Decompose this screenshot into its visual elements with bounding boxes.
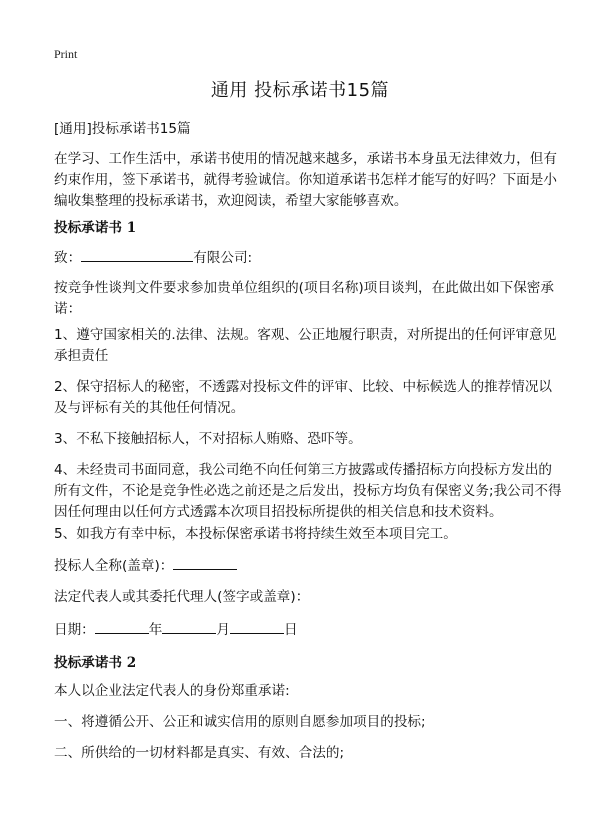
section2-item-2: 二、所供给的一切材料都是真实、有效、合法的; [54, 745, 345, 761]
print-label: Print [54, 47, 78, 61]
document-title: 通用 投标承诺书15篇 [210, 80, 390, 101]
section2-item-1: 一、将遵循公开、公正和诚实信用的原则自愿参加项目的投标; [54, 714, 426, 730]
to-suffix: 有限公司: [193, 250, 253, 266]
section1-item-3: 3、不私下接触招标人，不对招标人贿赂、恐吓等。 [54, 431, 362, 447]
bidder-label: 投标人全称(盖章)： [54, 558, 174, 574]
to-line [54, 247, 562, 269]
section1-item-4: 4、未经贵司书面同意，我公司绝不向任何第三方披露或传播招标方向投标方发出的所有文件，不论是竞争性必选之前还是之后发出，投标方均负有保密义务;我公司不得因任何理由以任何方式透露本次项目招投标所提供的相关信息和技术资料。 [54, 462, 562, 520]
company-blank [81, 247, 193, 262]
section1-paragraph: 按竞争性谈判文件要求参加贵单位组织的(项目名称)项目谈判，在此做出如下保密承诺： [54, 280, 554, 317]
representative-label: 法定代表人或其委托代理人(签字或盖章)： [54, 589, 310, 605]
to-prefix: 致： [54, 250, 82, 266]
section1-item-1: 1、遵守国家相关的.法律、法规。客观、公正地履行职责，对所提出的任何评审意见承担责任 [54, 327, 557, 364]
year-label: 年 [148, 622, 163, 638]
month-blank [162, 619, 216, 634]
year-blank [95, 619, 149, 634]
section1-item-2: 2、保守招标人的秘密，不透露对投标文件的评审、比较、中标候选人的推荐情况以及与评标有关的其他任何情况。 [54, 379, 553, 416]
intro-paragraph: 在学习、工作生活中，承诺书使用的情况越来越多，承诺书本身虽无法律效力，但有约束作用，签下承诺书，就得考验诚信。你知道承诺书怎样才能写的好吗？下面是小编收集整理的投标承诺书，欢迎阅读，希望大家能够喜欢。 [54, 151, 557, 209]
section1-heading: 投标承诺书 1 [54, 220, 137, 236]
bidder-line [54, 555, 562, 577]
date-line [54, 619, 562, 641]
month-label: 月 [216, 622, 230, 638]
document-subtitle: [通用]投标承诺书15篇 [54, 121, 191, 137]
day-blank [230, 619, 284, 634]
section1-item-5: 5、如我方有幸中标，本投标保密承诺书将持续生效至本项目完工。 [54, 526, 457, 542]
section2-heading: 投标承诺书 2 [54, 655, 137, 671]
section2-paragraph: 本人以企业法定代表人的身份郑重承诺: [54, 683, 290, 699]
day-label: 日 [283, 622, 298, 638]
date-label: 日期： [54, 622, 95, 638]
bidder-blank [173, 555, 237, 570]
